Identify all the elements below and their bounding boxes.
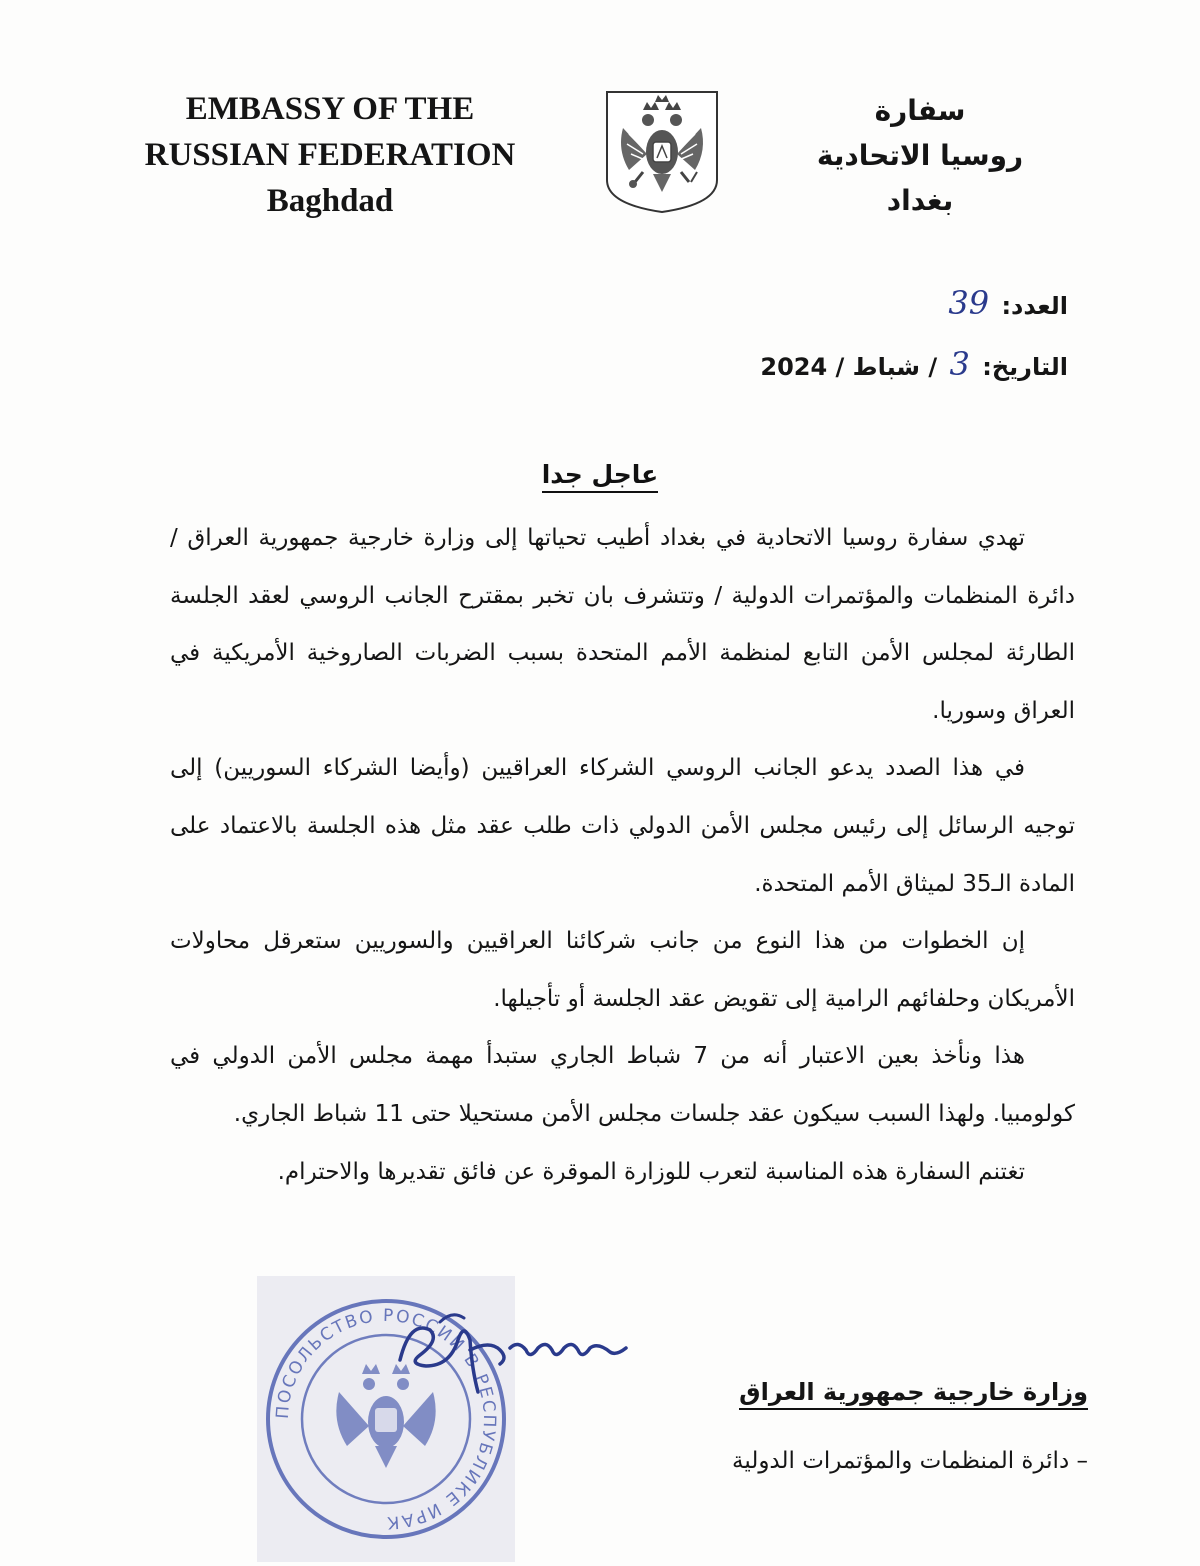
reference-date-label: التاريخ:: [982, 353, 1068, 381]
paragraph-4: هذا ونأخذ بعين الاعتبار أنه من 7 شباط الجاري ستبدأ مهمة مجلس الأمن الدولي في كولومبيا. ولهذا السبب سيكون عقد جلسات مجلس الأمن مستحيلا حتى 11 شباط الجاري.: [170, 1043, 1075, 1127]
urgent-label: عاجل جدا: [542, 460, 659, 493]
paragraph-2: في هذا الصدد يدعو الجانب الروسي الشركاء العراقيين (وأيضا الشركاء السوريين) إلى توجيه الرسائل إلى رئيس مجلس الأمن الدولي ذات طلب عقد مثل هذه الجلسة بالاعتماد على المادة الـ35 لميثاق الأمم المتحدة.: [170, 755, 1075, 897]
letter-body: [170, 510, 1075, 1201]
reference-number-label: العدد:: [1001, 292, 1068, 320]
reference-date-rest: / شباط / 2024: [760, 353, 938, 381]
reference-date-day: 3: [949, 345, 970, 383]
header-arabic-line-2: روسيا الاتحادية: [816, 139, 1024, 172]
seal-ring-text: ПОСОЛЬСТВО РОССИИ В РЕСПУБЛИКЕ ИРАК: [272, 1305, 500, 1533]
coat-of-arms-icon: [603, 88, 721, 216]
paragraph-3: إن الخطوات من هذا النوع من جانب شركائنا العراقيين والسوريين ستعرقل محاولات الأمريكان وحلفائهم الرامية إلى تقويض عقد الجلسة أو تأجيلها.: [170, 928, 1075, 1012]
addressee-department: – دائرة المنظمات والمؤتمرات الدولية: [732, 1448, 1088, 1474]
paragraph-5: تغتنم السفارة هذه المناسبة لتعرب للوزارة الموقرة عن فائق تقديرها والاحترام.: [277, 1158, 1025, 1185]
reference-number-value: 39: [948, 284, 990, 322]
header-arabic: [790, 88, 1050, 223]
header-english-line-1: EMBASSY OF THE: [185, 91, 475, 127]
paragraph-1: تهدي سفارة روسيا الاتحادية في بغداد أطيب تحياتها إلى وزارة خارجية جمهورية العراق / دائرة المنظمات والمؤتمرات الدولية / وتتشرف بان تخبر بمقترح الجانب الروسي لعقد الجلسة الطارئة لمجلس الأمن التابع لمنظمة الأمم المتحدة بسبب الضربات الصاروخية الأمريكية في العراق وسوريا.: [170, 525, 1075, 724]
addressee-ministry: وزارة خارجية جمهورية العراق: [739, 1378, 1088, 1410]
addressee-block: [588, 1378, 1088, 1474]
header-arabic-line-1: سفارة: [874, 94, 966, 127]
header-english-line-3: Baghdad: [266, 183, 394, 219]
header-english-line-2: RUSSIAN FEDERATION: [144, 137, 516, 173]
reference-number: [944, 284, 1068, 322]
header-arabic-line-3: بغداد: [886, 184, 954, 217]
header-english: [120, 86, 540, 224]
reference-date: [760, 345, 1068, 383]
document-title: [0, 460, 1200, 489]
